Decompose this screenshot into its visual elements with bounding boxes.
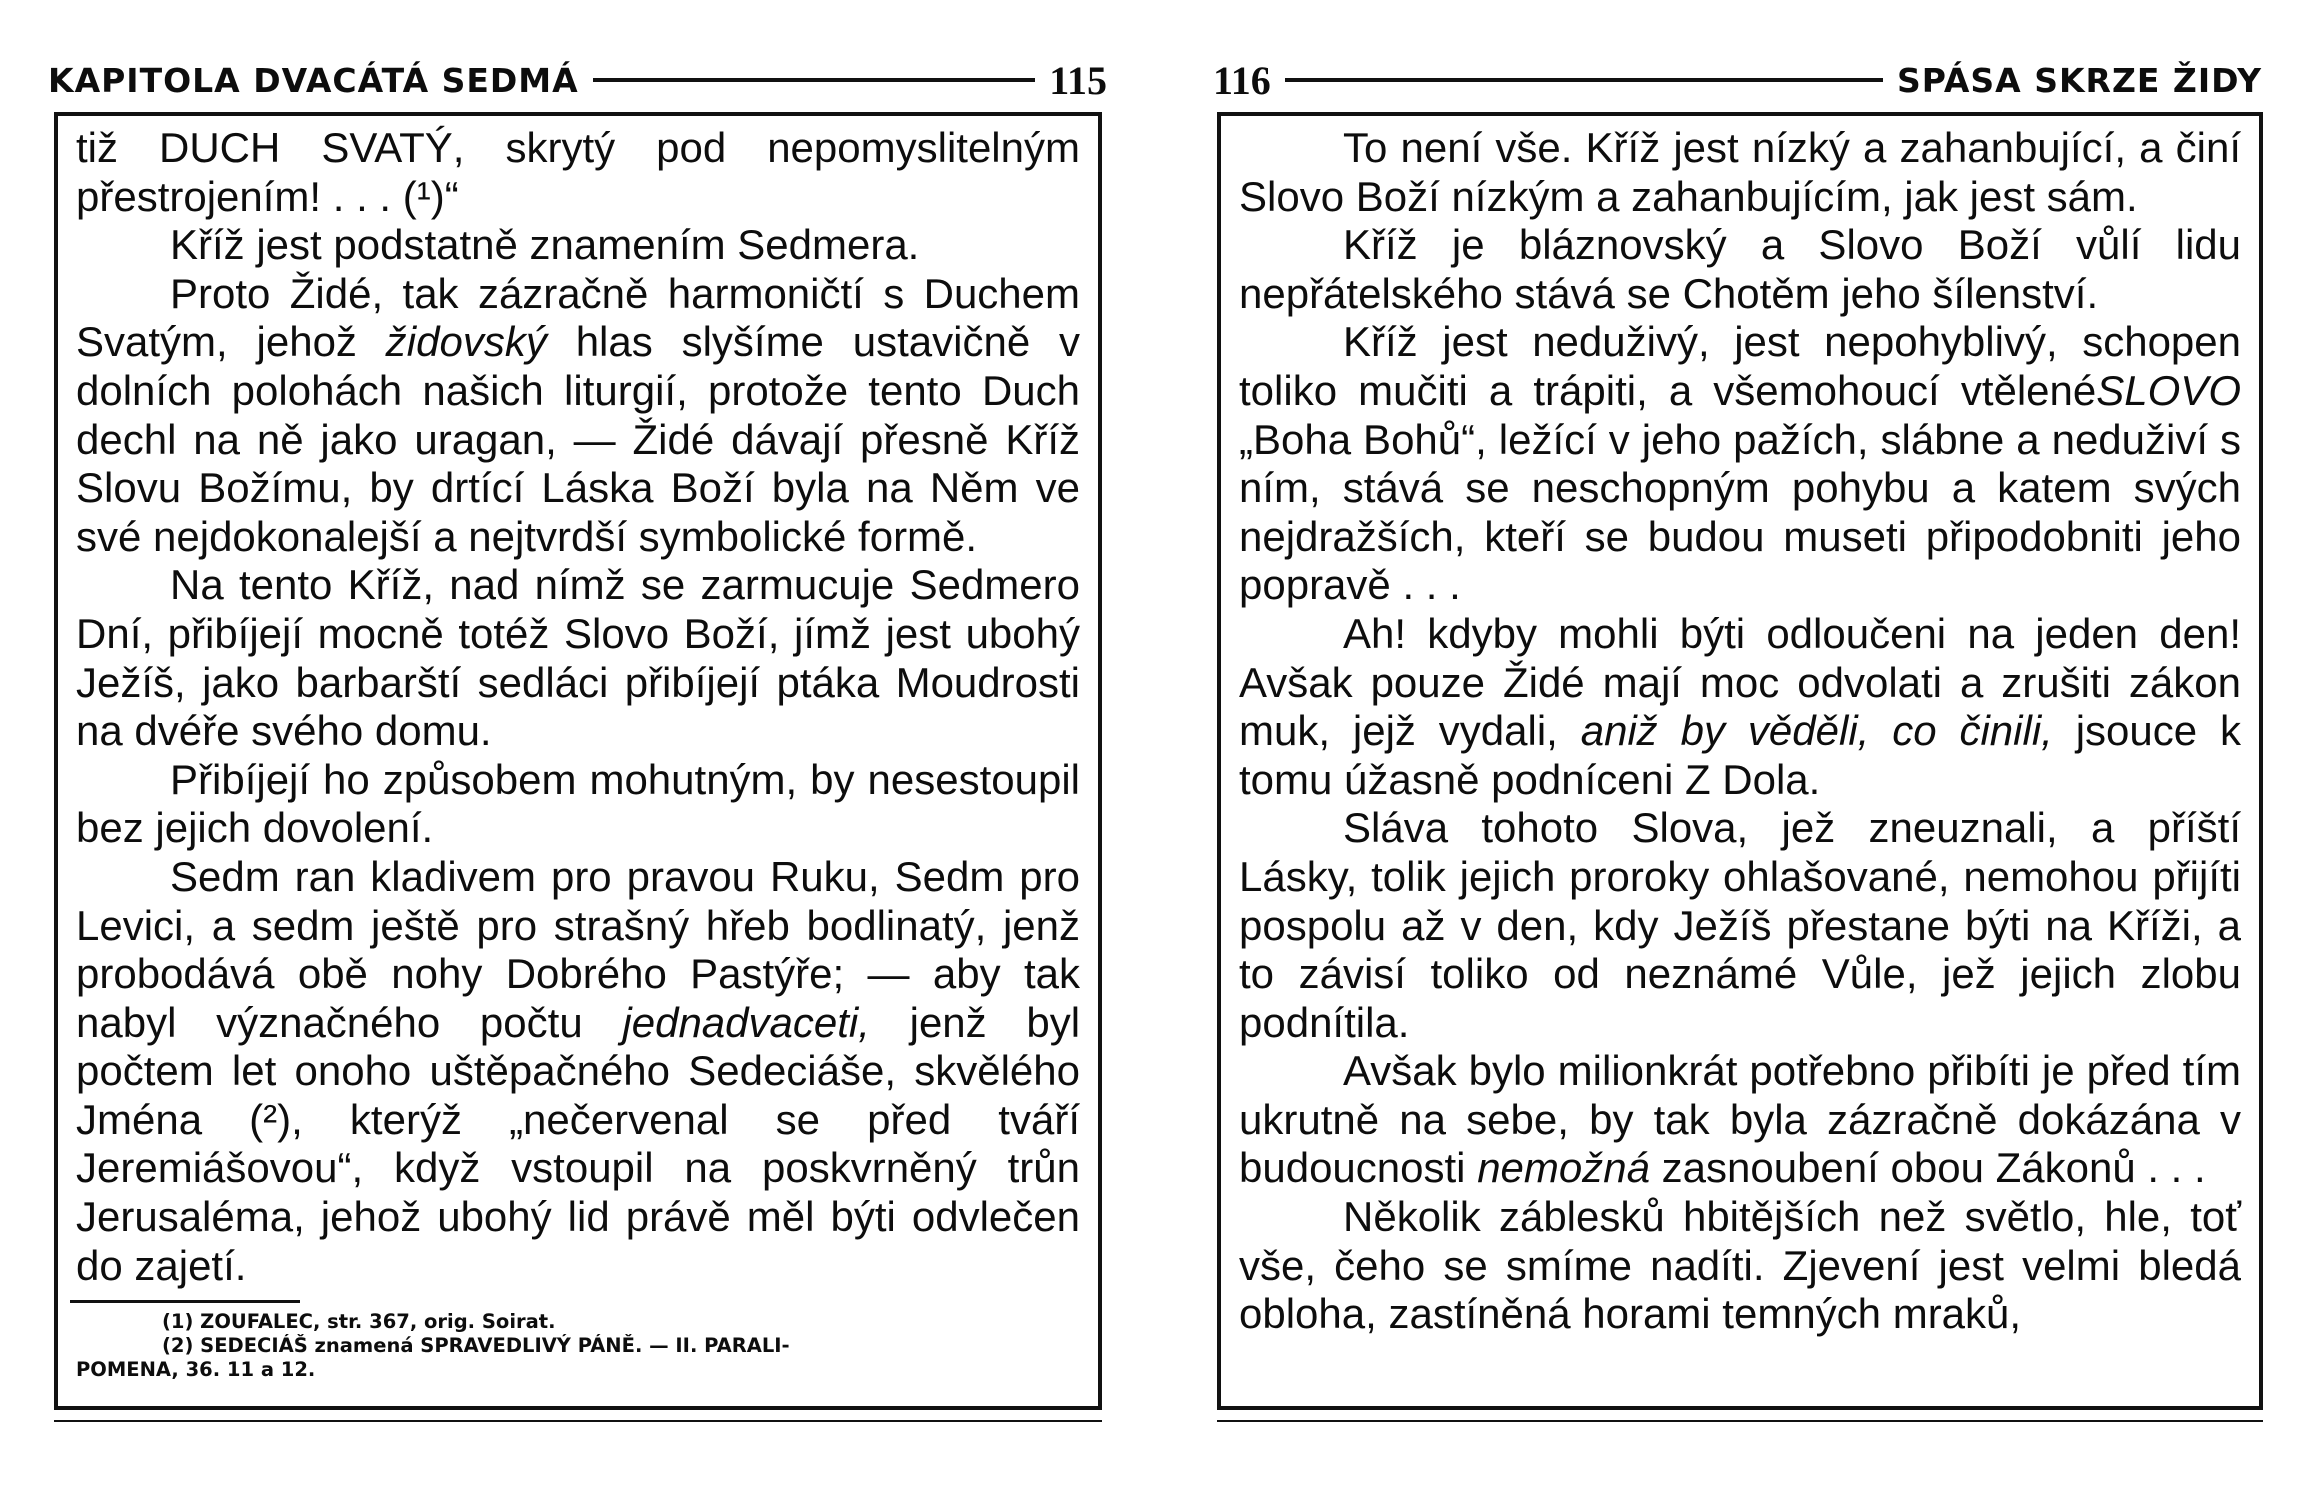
body-text [76, 124, 1080, 1290]
body-text [1239, 124, 2241, 1339]
header-rule [1285, 78, 1883, 82]
paragraph: Sláva tohoto Slova, jež zneuznali, a příští Lásky, tolik jejich proroky ohlašované, nemohou přijíti pospolu až v den, kdy Ježíš přestane býti na Kříži, a to závisí toliko od neznámé Vůle, jež jejich zlobu podnítila. [1239, 804, 2241, 1046]
text-run: zasnoubení obou Zákonů . . . [1661, 1144, 2206, 1192]
paragraph [1239, 1047, 2241, 1193]
paragraph: Kříž jest podstatně znamením Sedmera. [170, 221, 920, 269]
page-number: 116 [1213, 57, 1271, 103]
frame-bottom-rule [54, 1406, 1102, 1410]
frame-bottom-rule [1217, 1406, 2263, 1410]
frame-top-rule [54, 112, 1102, 116]
paragraph [1239, 318, 2241, 610]
text-run: Sedm ran kladivem pro pravou Ruku, Sedm pro Levici, a sedm ještě pro strašný hřeb bodlinatý, jenž probodává obě nohy Dobrého Pastýře; — aby tak nabyl význačného počtu [76, 852, 1080, 1046]
text-run: „Boha Bohů“, ležící v jeho pažích, slábne a neduživí s ním, stává se neschopným pohybu a katem svých nejdražších, kteří se budou museti připodobniti jeho popravě . . . [1239, 415, 2241, 609]
text-run: jenž byl počtem let onoho uštěpačného Sedeciáše, skvělého Jména (²), kterýž „nečervenal se před tváří Jeremiášovou“, když vstoupil na poskvrněný trůn Jerusaléma, jehož ubohý lid právě měl býti odvlečen do zajetí. [76, 998, 1081, 1289]
frame-top-rule [1217, 112, 2263, 116]
paragraph [1239, 610, 2241, 804]
paragraph: Kříž je bláznovský a Slovo Boží vůlí lidu nepřátelského stává se Chotěm jeho šílenství. [1239, 221, 2241, 317]
text-run: jsouce k tomu úžasně podníceni Z Dola. [1239, 707, 2242, 803]
footnote-rule [70, 1300, 300, 1303]
footnote-2: (2) SEDECIÁŠ znamená SPRAVEDLIVÝ PÁNĚ. — II. PARALI- [162, 1334, 790, 1357]
page-number: 115 [1049, 57, 1107, 103]
italic-run: nemožná [1477, 1144, 1650, 1192]
paragraph: Přibíjejí ho způsobem mohutným, by nesestoupil bez jejich dovolení. [76, 755, 1080, 852]
italic-run: SLOVO [2096, 366, 2241, 414]
running-title: KAPITOLA DVACÁTÁ SEDMÁ [48, 60, 579, 100]
text-run: Proto Židé, tak zázračně harmoničtí s Duchem Svatým, jehož [76, 269, 1080, 366]
paragraph: Na tento Kříž, nad nímž se zarmucuje Sedmero Dní, přibíjejí mocně totéž Slovo Boží, jímž jest ubohý Ježíš, jako barbarští sedláci přibíjejí ptáka Moudrosti na dvéře svého domu. [76, 561, 1080, 755]
text-run: Kříž jest neduživý, jest nepohyblivý, schopen toliko mučiti a trápiti, a všemohoucí vtělené [1239, 318, 2241, 414]
footnotes [76, 1310, 1088, 1382]
paragraph: tiž DUCH SVATÝ, skrytý pod nepomyslitelným přestrojením! . . . (¹)“ [76, 124, 1080, 220]
header-rule [593, 78, 1036, 82]
italic-run: židovský [385, 318, 547, 366]
footnote-2-continued: POMENA, 36. 11 a 12. [76, 1358, 316, 1381]
left-page-header [48, 58, 1107, 102]
italic-run: aniž by věděli, co činili, [1580, 707, 2053, 755]
paragraph: Několik záblesků hbitějších než světlo, hle, toť vše, čeho se smíme nadíti. Zjevení jest velmi bledá obloha, zastíněná horami temných mraků, [1239, 1193, 2241, 1338]
frame-bottom-double-rule [54, 1420, 1102, 1422]
running-title: SPÁSA SKRZE ŽIDY [1896, 60, 2262, 100]
text-run: Avšak bylo milionkrát potřebno přibíti je před tím ukrutně na sebe, by tak byla zázračně dokázána v budoucnosti [1239, 1047, 2241, 1192]
text-frame [1217, 112, 2263, 1410]
italic-run: jednadvaceti, [622, 998, 870, 1046]
paragraph [76, 270, 1080, 562]
paragraph: To není vše. Kříž jest nízký a zahanbující, a činí Slovo Boží nízkým a zahanbujícím, jak jest sám. [1239, 124, 2241, 220]
text-run: hlas slyšíme ustavičně v dolních polohách našich liturgií, protože tento Duch dechl na ně jako uragan, — Židé dávají přesně Kříž Slovu Božímu, by drtící Láska Boží byla na Něm ve své nejdokonalejší a nejtvrdší symbolické formě. [76, 318, 1081, 560]
text-frame [54, 112, 1102, 1410]
paragraph [76, 853, 1080, 1290]
frame-bottom-double-rule [1217, 1420, 2263, 1422]
right-page-header [1213, 58, 2262, 102]
right-page [1155, 0, 2310, 1500]
text-run: Ah! kdyby mohli býti odloučeni na jeden den! Avšak pouze Židé mají moc odvolati a zrušiti zákon muk, jejž vydali, [1239, 609, 2241, 755]
footnote-1: (1) ZOUFALEC, str. 367, orig. Soirat. [162, 1310, 556, 1333]
